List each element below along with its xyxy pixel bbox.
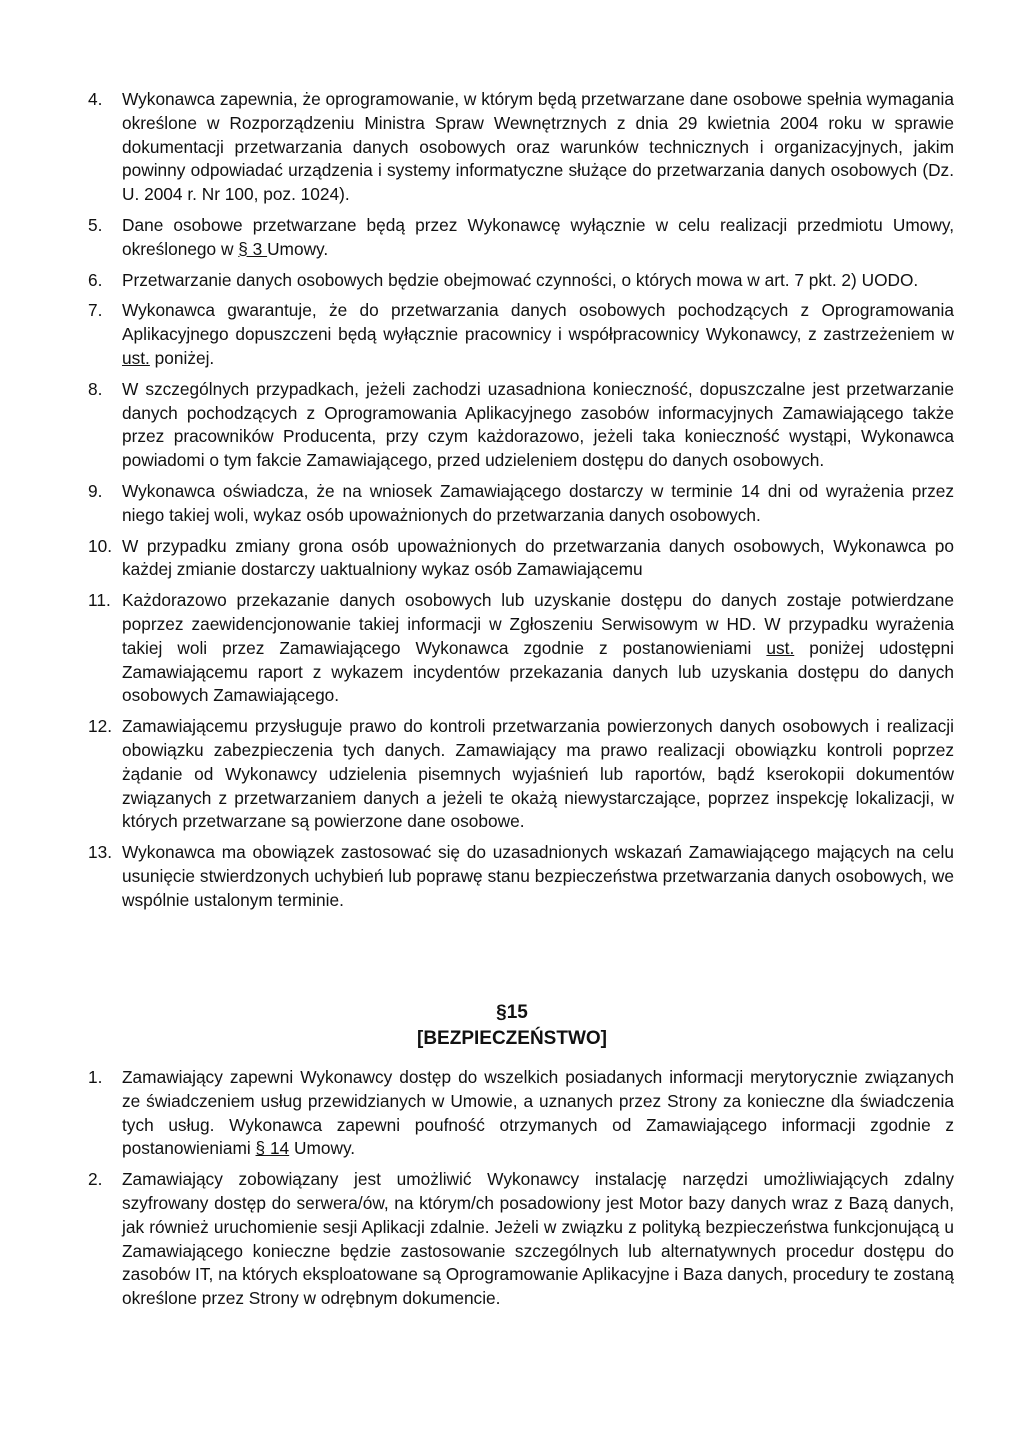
clause-item [88, 378, 954, 473]
clause-number: 1. [88, 1067, 103, 1087]
clause-number: 10. [88, 535, 113, 556]
clause-text: Wykonawca zapewnia, że oprogramowanie, w którym będą przetwarzane dane osobowe spełnia wymagania określone w Rozporządzeniu Ministra Spraw Wewnętrznych z dnia 29 kwietnia 2004 roku w sprawie dokumentacji przetwarzania danych osobowych oraz warunków technicznych i organizacyjnych, jakim powinny odpowiadać urządzenia i systemy informatyczne służące do przetwarzania danych osobowych (Dz. U. 2004 r. Nr 100, poz. 1024). [122, 89, 954, 205]
clause-number: 13. [88, 842, 113, 863]
clause-text: poniżej. [149, 347, 215, 368]
clause-text: Umowy. [289, 1138, 356, 1159]
clause-item [88, 214, 954, 262]
clause-item [88, 715, 954, 834]
clause-list-security [88, 1066, 954, 1318]
clause-number: 12. [88, 716, 113, 737]
clause-text: Przetwarzanie danych osobowych będzie obejmować czynności, o których mowa w art. 7 pkt. 2) UODO. [122, 269, 919, 290]
clause-item [88, 1168, 954, 1311]
clause-item [88, 841, 954, 912]
clause-number: 5. [88, 214, 103, 235]
clause-text: Zamawiający zapewni Wykonawcy dostęp do wszelkich posiadanych informacji merytorycznie związanych ze świadczeniem usług przewidzianych w Umowie, a uznanych przez Strony za konieczne dla świadczenia tych usług. Wykonawca zapewni poufność otrzymanych od Zamawiającego informacji zgodnie z postanowieniami [122, 1067, 954, 1159]
clause-item [88, 299, 954, 370]
clause-text: Umowy. [267, 238, 329, 259]
section-title: [BEZPIECZEŃSTWO] [417, 1028, 607, 1049]
clause-number: 2. [88, 1169, 103, 1190]
clause-text: Zamawiający zobowiązany jest umożliwić Wykonawcy instalację narzędzi umożliwiających zdalny szyfrowany dostęp do serwera/ów, na którym/ch posadowiony jest Motor bazy danych wraz z Bazą danych, jak również uruchomienie sesji Aplikacji zdalnie. Jeżeli w związku z polityką bezpieczeństwa funkcjonującą u Zamawiającego konieczne będzie zastosowanie szczególnych lub alternatywnych procedur dostępu do zasobów IT, na których eksploatowane są Oprogramowanie Aplikacyjne i Baza danych, procedury te zostaną określone przez Strony w odrębnym dokumencie. [122, 1169, 954, 1309]
clause-item [88, 535, 954, 583]
clause-text: poniżej udostępni Zamawiającemu raport z wykazem incydentów przekazania danych lub uzyskania dostępu do danych osobowych Zamawiającego. [122, 637, 954, 706]
clause-item [88, 480, 954, 528]
clause-item [88, 269, 954, 293]
section-reference: § 3 [238, 238, 268, 259]
clause-text: W przypadku zmiany grona osób upoważnionych do przetwarzania danych osobowych, Wykonawca po każdej zmianie dostarczy uaktualniony wykaz osób Zamawiającemu [122, 535, 954, 580]
clause-text: Dane osobowe przetwarzane będą przez Wykonawcę wyłącznie w celu realizacji przedmiotu Umowy, określonego w [122, 214, 954, 259]
paragraph-reference: ust. [122, 347, 150, 368]
clause-text: Wykonawca gwarantuje, że do przetwarzania danych osobowych pochodzących z Oprogramowania Aplikacyjnego dopuszczeni będą wyłącznie pracownicy i współpracownicy Wykonawcy, z zastrzeżeniem w [122, 300, 954, 345]
section-reference: § 14 [255, 1138, 290, 1159]
clause-number: 8. [88, 378, 103, 399]
clause-text: Każdorazowo przekazanie danych osobowych lub uzyskanie dostępu do danych zostaje potwierdzane poprzez zaewidencjonowanie takiej informacji w Zgłoszeniu Serwisowym w HD. W przypadku wyrażenia takiej woli przez Zamawiającego Wykonawca zgodnie z postanowieniami [122, 590, 954, 658]
clause-item [88, 1066, 954, 1161]
paragraph-reference: ust. [766, 637, 795, 658]
clause-text: Wykonawca ma obowiązek zastosować się do uzasadnionych wskazań Zamawiającego mających na celu usunięcie stwierdzonych uchybień lub poprawę stanu bezpieczeństwa przetwarzania danych osobowych, we wspólnie ustalonym terminie. [122, 842, 954, 910]
clause-list-obligations [88, 88, 954, 920]
section-paragraph-number: §15 [496, 1002, 528, 1023]
clause-item [88, 88, 954, 207]
clause-number: 7. [88, 300, 103, 321]
clause-number: 11. [88, 590, 111, 611]
clause-text: Zamawiającemu przysługuje prawo do kontroli przetwarzania powierzonych danych osobowych i realizacji obowiązku zabezpieczenia tych danych. Zamawiający ma prawo realizacji obowiązku kontroli poprzez żądanie od Wykonawcy udzielenia pisemnych wyjaśnień lub raportów, bądź kserokopii dokumentów związanych z przetwarzaniem danych a jeżeli te okażą niewystarczające, poprzez inspekcję lokalizacji, w których przetwarzane są powierzone dane osobowe. [122, 716, 954, 832]
clause-number: 6. [88, 269, 103, 290]
clause-text: Wykonawca oświadcza, że na wniosek Zamawiającego dostarczy w terminie 14 dni od wyrażenia przez niego takiej woli, wykaz osób upoważnionych do przetwarzania danych osobowych. [122, 480, 954, 525]
clause-number: 4. [88, 89, 103, 109]
clause-text: W szczególnych przypadkach, jeżeli zachodzi uzasadniona konieczność, dopuszczalne jest przetwarzanie danych pochodzących z Oprogramowania Aplikacyjnego zasobów informacyjnych Zamawiającego także przez pracowników Producenta, przy czym każdorazowo, jeżeli taka konieczność wystąpi, Wykonawca powiadomi o tym fakcie Zamawiającego, przed udzieleniem dostępu do danych osobowych. [122, 378, 954, 471]
clause-number: 9. [88, 480, 103, 501]
clause-item [88, 589, 954, 708]
